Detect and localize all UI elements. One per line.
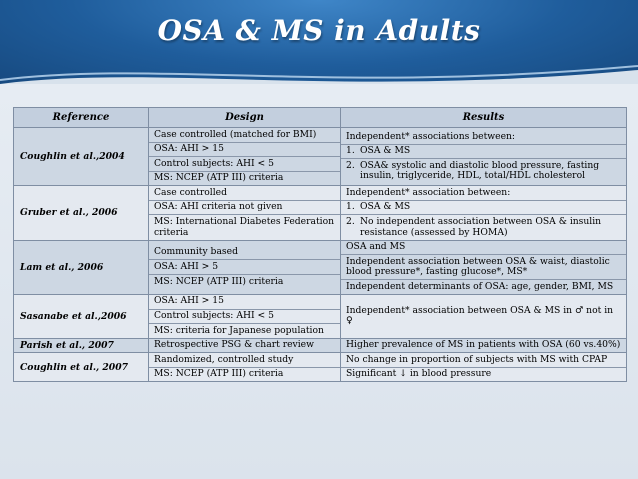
item-text: OSA & MS — [360, 145, 411, 157]
slide-title: OSA & MS in Adults — [157, 14, 481, 47]
results-intro: Independent* associations between: — [346, 130, 516, 142]
results-line: Independent determinants of OSA: age, gender, BMI, MS — [341, 279, 626, 294]
studies-table — [13, 107, 627, 382]
item-number: 1. — [346, 145, 355, 157]
results-line: Higher prevalence of MS in patients with OSA (60 vs.40%) — [346, 339, 621, 351]
design-line: MS: criteria for Japanese population — [149, 323, 340, 338]
item-number: 2. — [346, 215, 355, 227]
table-row — [14, 240, 627, 294]
results-cell — [341, 186, 627, 240]
header-results: Results — [341, 108, 627, 128]
results-line: Independent* association between OSA & MS in ♂ not in ♀ — [346, 304, 614, 327]
reference-cell: Lam et al., 2006 — [14, 240, 149, 294]
results-line: No change in proportion of subjects with MS with CPAP — [346, 353, 608, 365]
design-line: Case controlled (matched for BMI) — [154, 128, 317, 140]
design-line: MS: NCEP (ATP III) criteria — [149, 367, 340, 382]
results-cell — [341, 294, 627, 338]
item-text: OSA & MS — [360, 201, 411, 213]
design-line: Control subjects: AHI < 5 — [149, 156, 340, 171]
design-line: Retrospective PSG & chart review — [154, 339, 314, 351]
title-banner — [0, 0, 638, 84]
table-row — [14, 186, 627, 240]
item-text: No independent association between OSA & insulin resistance (assessed by HOMA) — [360, 215, 602, 238]
banner-wave-decoration — [0, 58, 638, 84]
design-line: Randomized, controlled study — [154, 353, 294, 365]
results-line: Independent association between OSA & waist, diastolic blood pressure*, fasting glucose*, MS* — [341, 254, 626, 279]
results-item — [341, 214, 626, 239]
design-cell — [149, 338, 341, 353]
results-cell — [341, 353, 627, 382]
design-cell — [149, 294, 341, 338]
results-cell — [341, 128, 627, 186]
design-cell — [149, 128, 341, 186]
design-line: OSA: AHI > 15 — [149, 142, 340, 157]
table-row — [14, 353, 627, 382]
reference-cell: Parish et al., 2007 — [14, 338, 149, 353]
results-item — [341, 200, 626, 215]
header-design: Design — [149, 108, 341, 128]
reference-cell: Coughlin et al., 2007 — [14, 353, 149, 382]
table-row — [14, 338, 627, 353]
results-intro: Independent* association between: — [346, 186, 511, 198]
results-line: Significant ↓ in blood pressure — [341, 367, 626, 382]
results-item — [341, 158, 626, 183]
item-number: 1. — [346, 201, 355, 213]
design-line: OSA: AHI > 5 — [149, 259, 340, 274]
results-item — [341, 144, 626, 159]
reference-cell: Coughlin et al.,2004 — [14, 128, 149, 186]
design-line: Community based — [154, 246, 238, 258]
table-row — [14, 128, 627, 186]
header-reference: Reference — [14, 108, 149, 128]
design-line: OSA: AHI criteria not given — [149, 200, 340, 215]
design-cell — [149, 353, 341, 382]
reference-cell: Gruber et al., 2006 — [14, 186, 149, 240]
design-cell — [149, 240, 341, 294]
design-line: MS: International Diabetes Federation criteria — [149, 214, 340, 239]
design-line: Control subjects: AHI < 5 — [149, 309, 340, 324]
results-line: OSA and MS — [346, 241, 406, 253]
design-line: MS: NCEP (ATP III) criteria — [149, 274, 340, 289]
table-header-row — [14, 108, 627, 128]
reference-cell: Sasanabe et al.,2006 — [14, 294, 149, 338]
design-line: Case controlled — [154, 186, 227, 198]
table-row — [14, 294, 627, 338]
design-line: OSA: AHI > 15 — [154, 295, 224, 307]
design-cell — [149, 186, 341, 240]
results-cell — [341, 338, 627, 353]
item-text: OSA& systolic and diastolic blood pressure, fasting insulin, triglyceride, HDL, total/HDL cholesterol — [360, 159, 600, 182]
results-cell — [341, 240, 627, 294]
item-number: 2. — [346, 159, 355, 171]
design-line: MS: NCEP (ATP III) criteria — [149, 171, 340, 186]
